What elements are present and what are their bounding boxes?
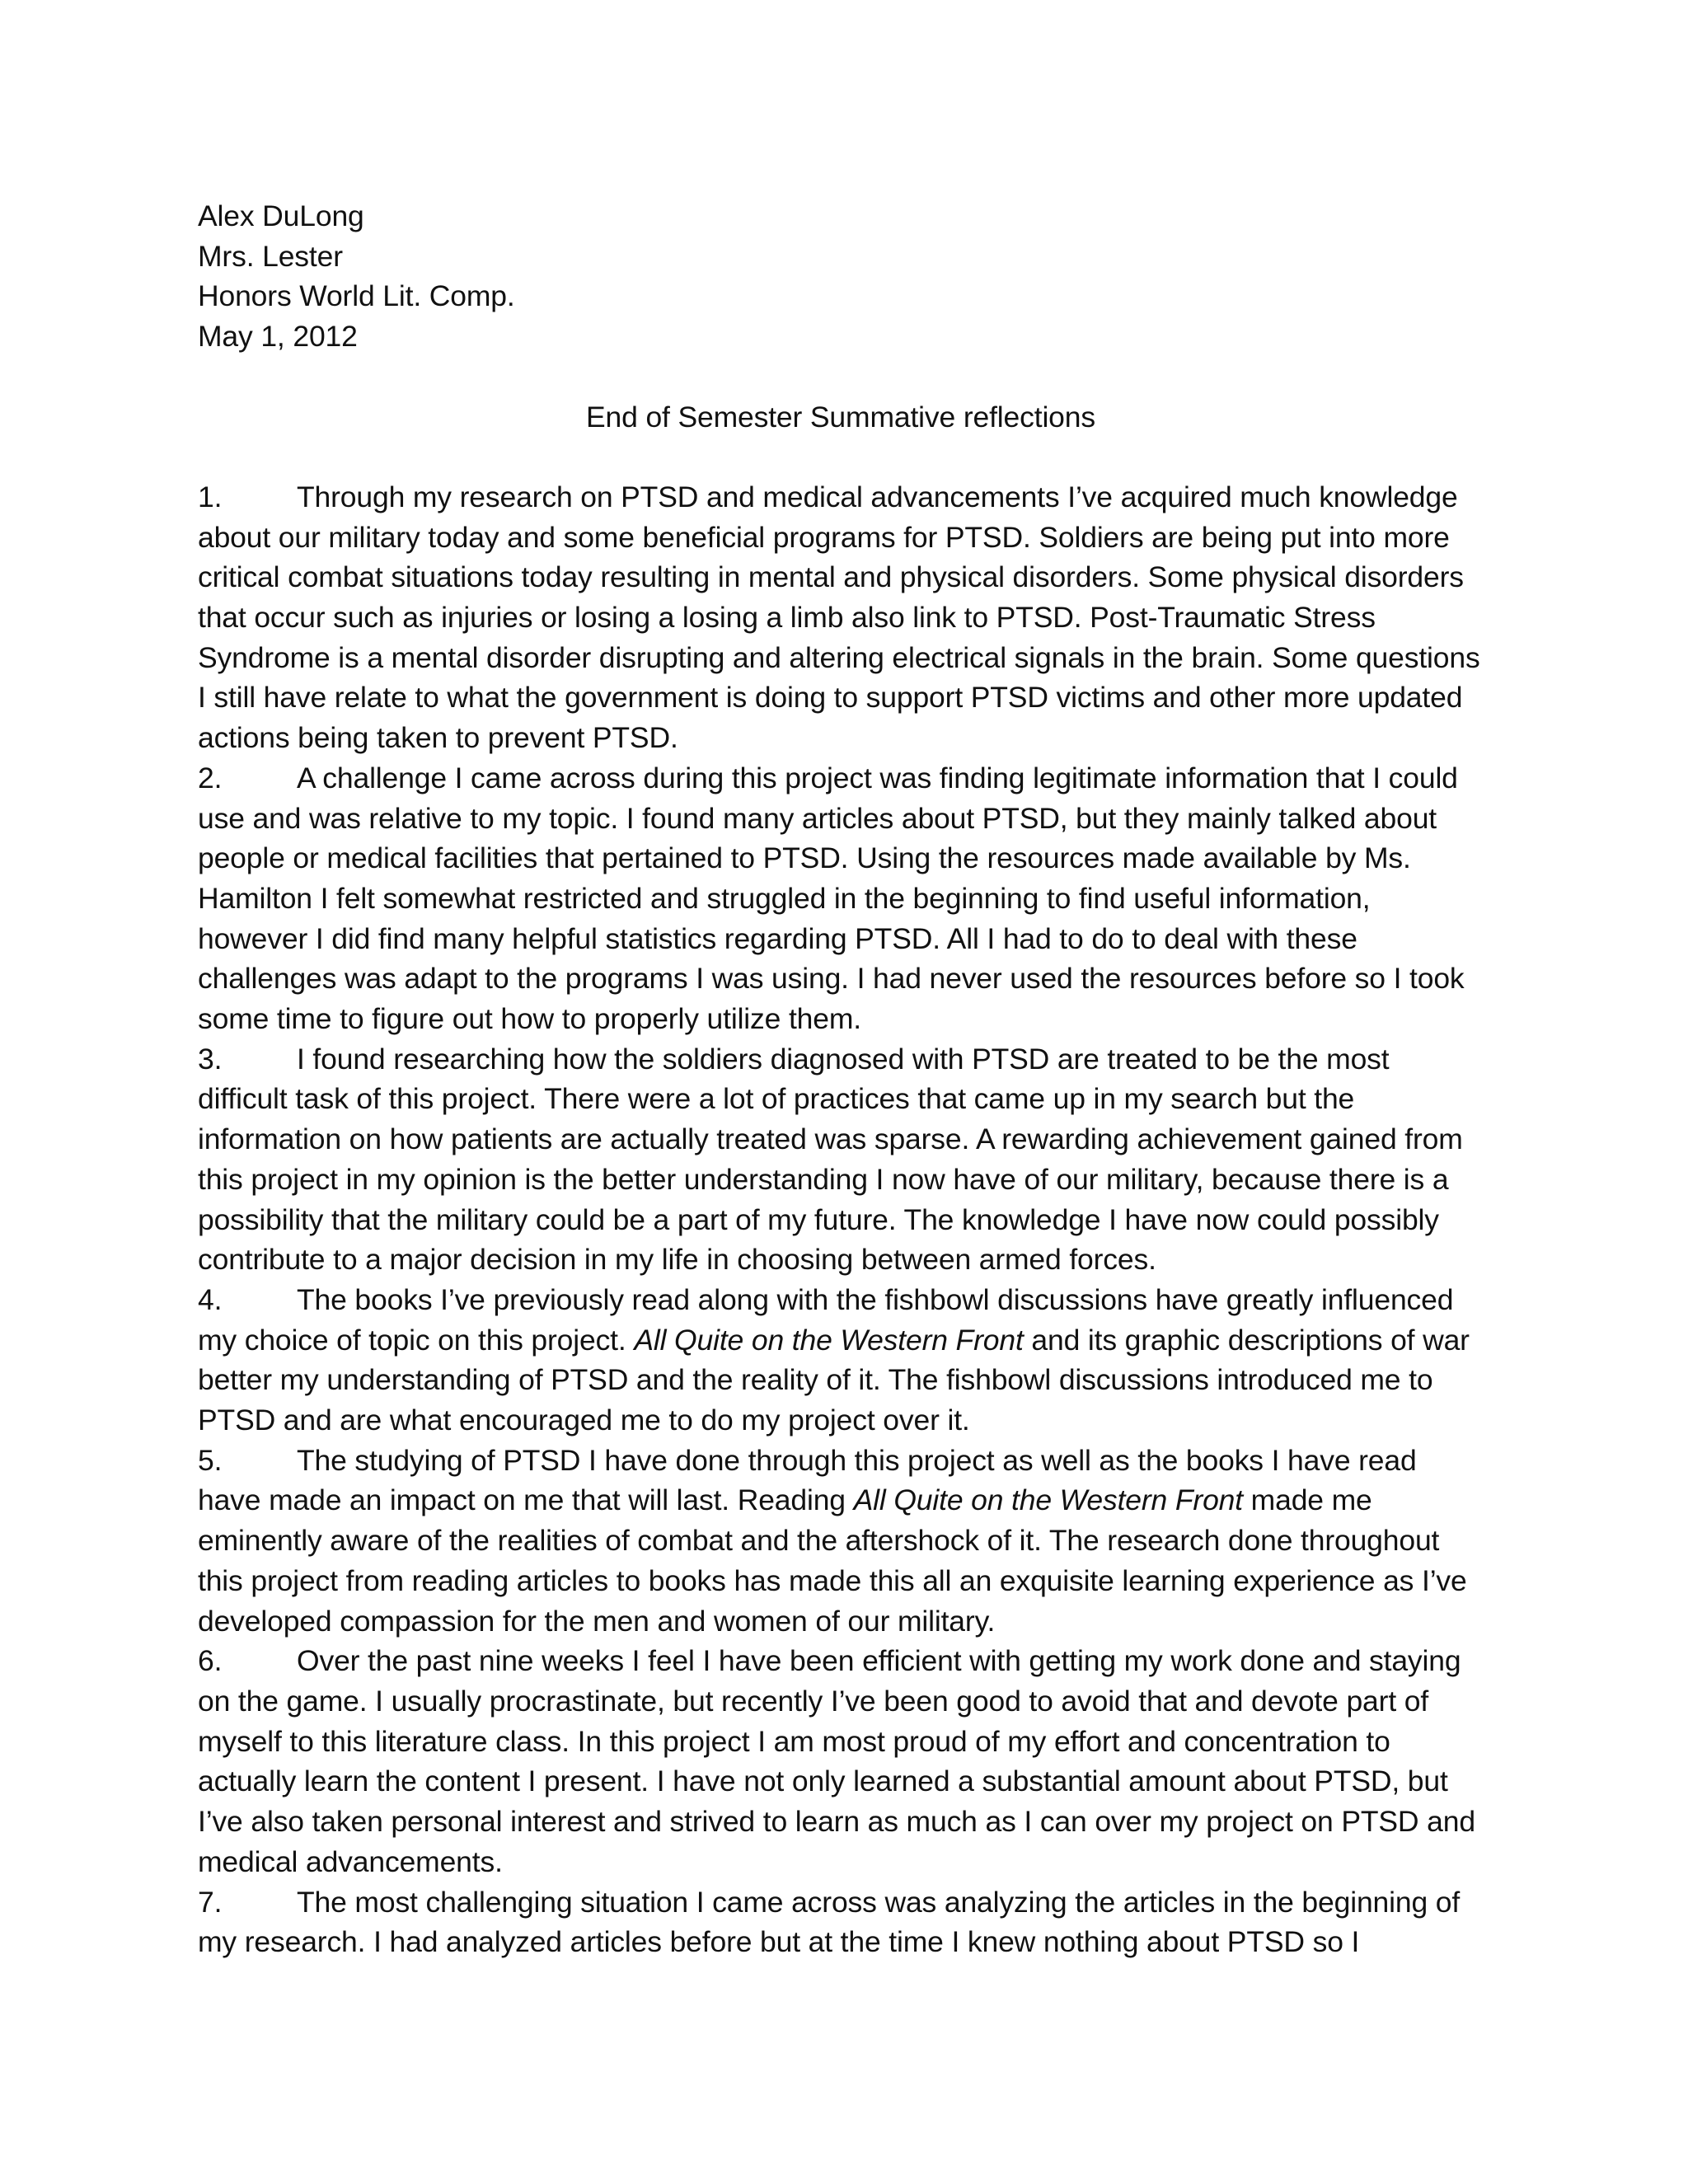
item-text-after: made me eminently aware of the realities of combat and the aftershock of it. The research done throughout this project from reading articles to books has made this all an exquisite learning experience as I’ve developed compassion for the men and women of our military. (198, 1483, 1467, 1638)
item-text: A challenge I came across during this project was finding legitimate information that I could use and was relative to my topic. I found many articles about PTSD, but they mainly talked about people or medical facilities that pertained to PTSD. Using the resources made available by Ms. Hamilton I felt somewhat restricted and struggled in the beginning to find useful information, however I did find many helpful statistics regarding PTSD. All I had to do to deal with these challenges was adapt to the programs I was using. I had never used the resources before so I took some time to figure out how to properly utilize them. (198, 761, 1465, 1036)
document-body (198, 196, 1484, 1962)
item-number: 6. (198, 1644, 223, 1678)
reflection-item-4 (198, 1280, 1484, 1441)
title-gap (198, 437, 1484, 477)
reflection-item-5 (198, 1441, 1484, 1642)
item-text: I found researching how the soldiers diagnosed with PTSD are treated to be the most difficult task of this project. There were a lot of practices that came up in my search but the information on how patients are actually treated was sparse. A rewarding achievement gained from this project in my opinion is the better understanding I now have of our military, because there is a possibility that the military could be a part of my future. The knowledge I have now could possibly contribute to a major decision in my life in choosing between armed forces. (198, 1042, 1463, 1277)
course-name: Honors World Lit. Comp. (198, 279, 515, 313)
book-title: All Quite on the Western Front (853, 1483, 1243, 1517)
item-number: 2. (198, 761, 223, 794)
book-title: All Quite on the Western Front (634, 1323, 1024, 1357)
reflection-item-3 (198, 1039, 1484, 1280)
item-text: The most challenging situation I came across was analyzing the articles in the beginning of my research. I had analyzed articles before but at the time I knew nothing about PTSD so I (198, 1885, 1461, 1959)
reflection-item-1 (198, 477, 1484, 758)
teacher-name: Mrs. Lester (198, 239, 343, 273)
reflection-item-7 (198, 1882, 1484, 1962)
item-text-before: The books I’ve previously read along with the fishbowl discussions have greatly influenced my choice of topic on this project. (198, 1282, 1454, 1357)
item-number: 7. (198, 1885, 223, 1919)
item-text-before: The studying of PTSD I have done through this project as well as the books I have read have made an impact on me that will last. Reading (198, 1443, 1417, 1517)
author-name: Alex DuLong (198, 199, 364, 232)
document-date: May 1, 2012 (198, 320, 358, 354)
reflection-item-6 (198, 1641, 1484, 1882)
item-text: Over the past nine weeks I feel I have been efficient with getting my work done and staying on the game. I usually procrastinate, but recently I’ve been good to avoid that and devote part of myself to this literature class. In this project I am most proud of my effort and concentration to actually learn the content I present. I have not only learned a substantial amount about PTSD, but I’ve also taken personal interest and strived to learn as much as I can over my project on PTSD and medical advancements. (198, 1644, 1475, 1878)
item-number: 5. (198, 1443, 223, 1477)
item-number: 4. (198, 1282, 223, 1316)
document-title: End of Semester Summative reflections (586, 400, 1095, 434)
item-text-after: and its graphic descriptions of war better my understanding of PTSD and the reality of it. The fishbowl discussions introduced me to PTSD and are what encouraged me to do my project over it. (198, 1323, 1470, 1437)
item-number: 3. (198, 1042, 223, 1076)
item-number: 1. (198, 480, 223, 513)
reflection-item-2 (198, 758, 1484, 1039)
item-text: Through my research on PTSD and medical advancements I’ve acquired much knowledge about our military today and some beneficial programs for PTSD. Soldiers are being put into more critical combat situations today resulting in mental and physical disorders. Some physical disorders that occur such as injuries or losing a losing a limb also link to PTSD. Post-Traumatic Stress Syndrome is a mental disorder disrupting and altering electrical signals in the brain. Some questions I still have relate to what the government is doing to support PTSD victims and other more updated actions being taken to prevent PTSD. (198, 480, 1480, 755)
